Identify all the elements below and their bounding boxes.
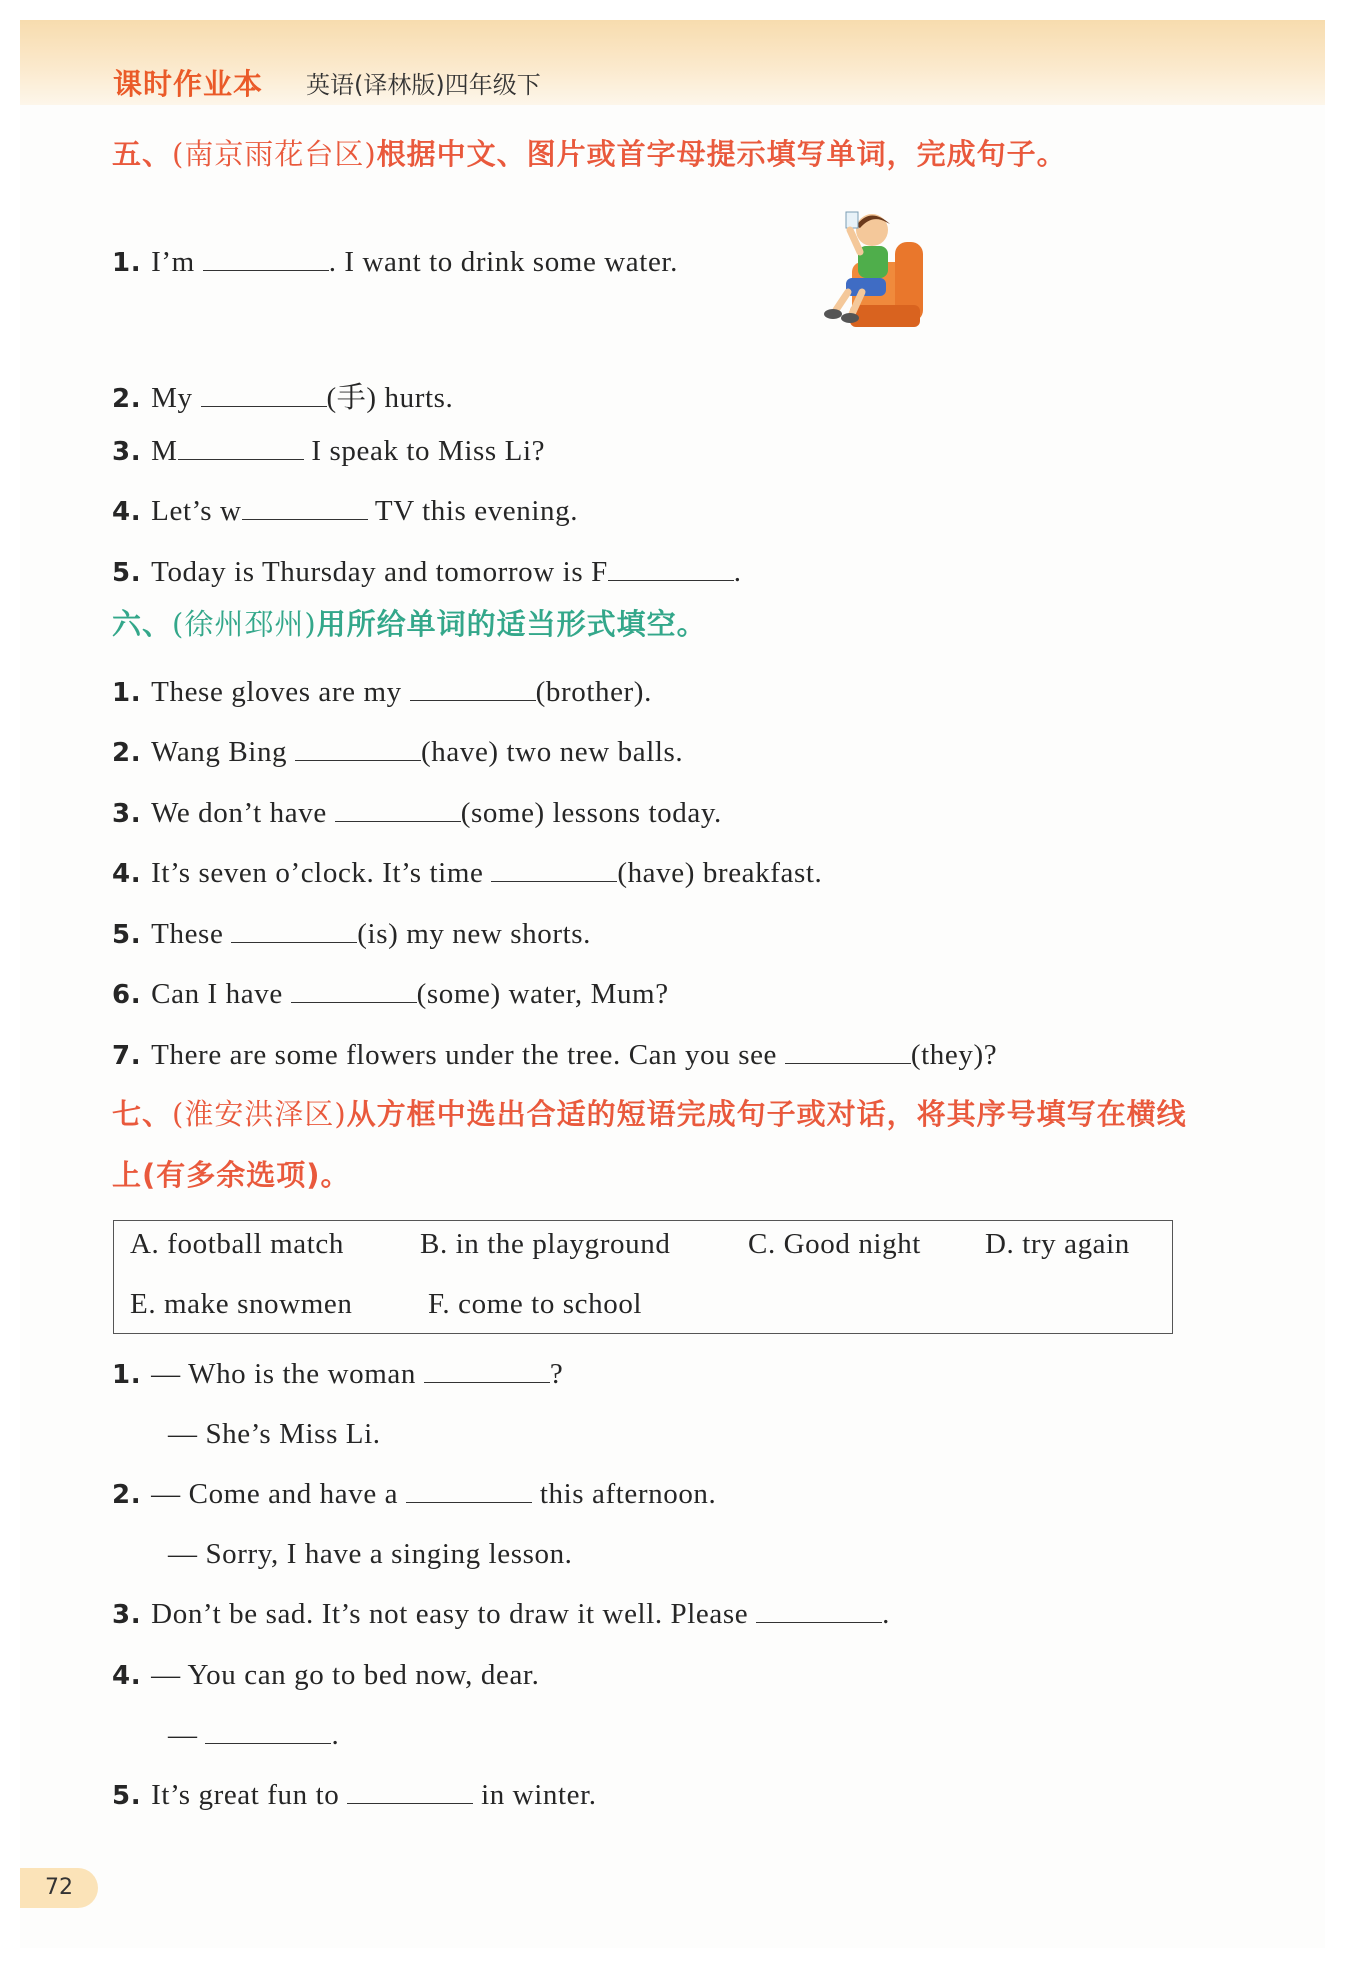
s5-item-4: 4. Let’s w TV this evening.	[112, 495, 579, 527]
brand-title: 课时作业本	[113, 67, 264, 101]
section7-title: 七、(淮安洪泽区)从方框中选出合适的短语完成句子或对话，将其序号填写在横线	[112, 1097, 1187, 1131]
s7-item-2: 2. — Come and have a this afternoon.	[112, 1478, 717, 1510]
s6-item-1: 1. These gloves are my (brother).	[112, 676, 652, 708]
option-f: F. come to school	[428, 1288, 643, 1320]
workbook-page	[20, 20, 1325, 1948]
s6-item-7: 7. There are some flowers under the tree. Can you see (they)?	[112, 1039, 998, 1071]
s6-item-6: 6. Can I have (some) water, Mum?	[112, 978, 669, 1010]
answer-blank[interactable]	[347, 1779, 473, 1804]
answer-blank[interactable]	[205, 1719, 331, 1744]
answer-blank[interactable]	[295, 736, 421, 761]
answer-blank[interactable]	[335, 797, 461, 822]
answer-blank[interactable]	[608, 556, 734, 581]
s7-item-4-reply: — .	[168, 1719, 340, 1751]
answer-blank[interactable]	[242, 495, 368, 520]
s7-item-3: 3. Don’t be sad. It’s not easy to draw it well. Please .	[112, 1598, 890, 1630]
section6-title: 六、(徐州邳州)用所给单词的适当形式填空。	[112, 607, 707, 641]
s5-item-3: 3. M I speak to Miss Li?	[112, 435, 546, 467]
s7-item-5: 5. It’s great fun to in winter.	[112, 1779, 597, 1811]
option-b: B. in the playground	[420, 1228, 671, 1260]
answer-blank[interactable]	[785, 1039, 911, 1064]
options-row-1	[130, 1228, 1130, 1261]
answer-blank[interactable]	[178, 435, 304, 460]
s5-item-1: 1. I’m . I want to drink some water.	[112, 246, 678, 278]
s6-item-2: 2. Wang Bing (have) two new balls.	[112, 736, 684, 768]
options-box	[113, 1220, 1173, 1334]
page-number: 72	[20, 1868, 98, 1908]
answer-blank[interactable]	[203, 246, 329, 271]
s7-item-1-reply: — She’s Miss Li.	[168, 1418, 381, 1450]
answer-blank[interactable]	[424, 1358, 550, 1383]
answer-blank[interactable]	[291, 978, 417, 1003]
s7-item-2-reply: — Sorry, I have a singing lesson.	[168, 1538, 573, 1570]
answer-blank[interactable]	[756, 1598, 882, 1623]
answer-blank[interactable]	[231, 918, 357, 943]
s5-item-2: 2. My (手) hurts.	[112, 382, 454, 414]
answer-blank[interactable]	[410, 676, 536, 701]
s5-item-5: 5. Today is Thursday and tomorrow is F .	[112, 556, 742, 588]
s6-item-5: 5. These (is) my new shorts.	[112, 918, 591, 950]
answer-blank[interactable]	[201, 382, 327, 407]
section7-title-line2: 上(有多余选项)。	[112, 1158, 351, 1192]
boy-drinking-illustration	[800, 200, 930, 340]
option-a: A. football match	[130, 1228, 344, 1260]
s7-item-4: 4. — You can go to bed now, dear.	[112, 1659, 540, 1691]
options-row-2	[130, 1288, 642, 1321]
answer-blank[interactable]	[406, 1478, 532, 1503]
s7-item-1: 1. — Who is the woman ?	[112, 1358, 564, 1390]
book-subtitle: 英语(译林版)四年级下	[306, 71, 541, 99]
s6-item-3: 3. We don’t have (some) lessons today.	[112, 797, 722, 829]
option-d: D. try again	[985, 1228, 1130, 1260]
option-c: C. Good night	[748, 1228, 921, 1260]
option-e: E. make snowmen	[130, 1288, 353, 1320]
section5-title: 五、(南京雨花台区)根据中文、图片或首字母提示填写单词，完成句子。	[112, 137, 1067, 171]
answer-blank[interactable]	[491, 857, 617, 882]
s6-item-4: 4. It’s seven o’clock. It’s time (have) breakfast.	[112, 857, 823, 889]
